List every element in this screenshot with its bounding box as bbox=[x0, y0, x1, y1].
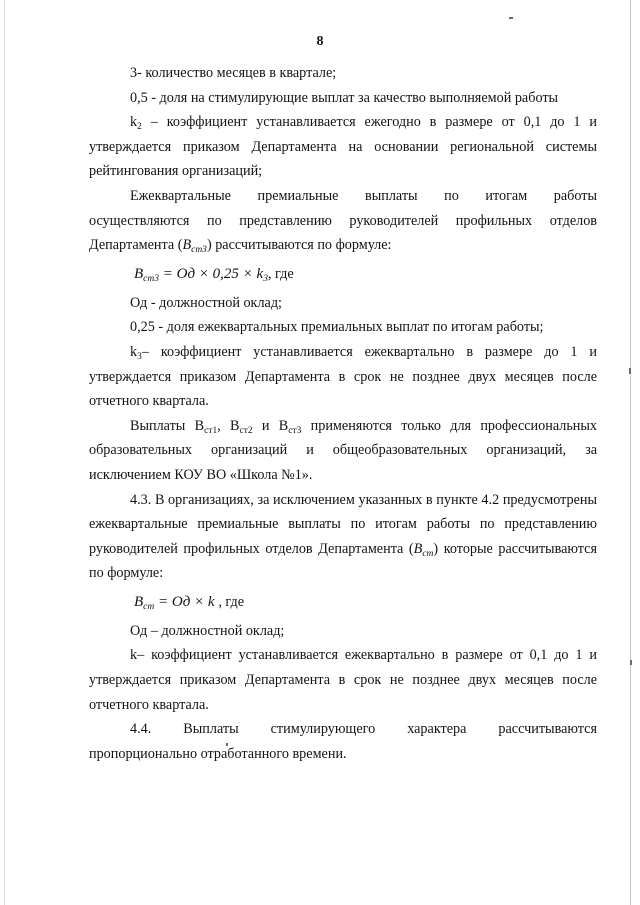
formula1-k-subscript: 3 bbox=[263, 273, 268, 284]
section-4-3-end: ) которые рассчитываются по формуле: bbox=[89, 540, 597, 582]
paragraph-quarterly-bonus bbox=[89, 209, 597, 258]
bst-subscript: ст bbox=[422, 548, 434, 559]
formula2-lhs: В bbox=[134, 593, 144, 610]
paragraph-months: 3- количество месяцев в квартале; bbox=[130, 65, 337, 81]
quarterly-bonus-text: осуществляются по представлению руководителей профильных отделов Департамента ( bbox=[89, 212, 597, 254]
paragraph-quality-share: 0,5 - доля на стимулирующие выплат за качество выполняемой работы bbox=[130, 89, 559, 106]
formula2-body: = Од × k bbox=[154, 593, 219, 610]
paragraph-salary-1: Од - должностной оклад; bbox=[130, 294, 282, 311]
payments-text-d: применяются только для профессиональных образовательных организаций и общеобразовательных организаций, за исключением КОУ ВО «Школа №1». bbox=[89, 417, 598, 483]
k2-description: – коэффициент устанавливается ежегодно в размере от 0,1 до 1 и утверждается приказом Департамента на основании региональной системы рейтингования организаций; bbox=[89, 114, 597, 180]
paragraph-k: k– коэффициент устанавливается ежеквартально в размере от 0,1 до 1 и утверждается приказом Департамента в срок не позднее двух месяцев после отчетного квартала. bbox=[89, 647, 597, 713]
payments-text-c: и В bbox=[252, 417, 289, 434]
formula2-lhs-subscript: ст bbox=[143, 601, 155, 612]
paragraph-salary-2: Од – должностной оклад; bbox=[130, 622, 285, 639]
paragraph-payments-applicability bbox=[89, 414, 597, 488]
formula-bst3 bbox=[134, 261, 597, 288]
formula2-tail: , где bbox=[218, 593, 245, 610]
scan-edge-right bbox=[630, 0, 631, 905]
paragraph-section-4-3 bbox=[89, 488, 597, 586]
paragraph-section-4-4-line2: пропорционально отработанного времени. bbox=[89, 745, 347, 762]
k3-symbol: k bbox=[130, 343, 138, 360]
paragraph-quarterly-bonus-line1: Ежеквартальные премиальные выплаты по итогам работы bbox=[130, 187, 597, 204]
scan-speck bbox=[629, 368, 631, 374]
scan-edge-left bbox=[4, 0, 5, 905]
quarterly-bonus-end: ) рассчитываются по формуле: bbox=[206, 237, 392, 254]
formula-bst bbox=[134, 589, 597, 616]
paragraph-quarterly-share: 0,25 - доля ежеквартальных премиальных выплат по итогам работы; bbox=[130, 319, 544, 336]
document-body bbox=[89, 61, 597, 766]
bst3-subscript: ст3 bbox=[191, 245, 207, 256]
section-4-3-text: 4.3. В организациях, за исключением указанных в пункте 4.2 предусмотрены ежеквартальные премиальные выплаты по итогам работы по представлению руководителей профильных отделов Департамента ( bbox=[89, 491, 597, 557]
payments-sub1: ст1 bbox=[204, 425, 218, 436]
formula1-body: = Од × 0,25 × k bbox=[159, 265, 264, 282]
k3-subscript: 3 bbox=[137, 351, 142, 362]
payments-text-a: Выплаты В bbox=[130, 417, 205, 434]
k2-subscript: 2 bbox=[137, 122, 142, 133]
paragraph-section-4-4-line1: 4.4. Выплаты стимулирующего характера рассчитываются bbox=[130, 721, 597, 738]
k2-symbol: k bbox=[130, 114, 138, 131]
page-number: 8 bbox=[316, 34, 324, 49]
formula1-lhs-subscript: ст3 bbox=[143, 273, 159, 284]
paragraph-k2 bbox=[89, 110, 597, 184]
payments-sub2: ст2 bbox=[239, 425, 253, 436]
formula1-tail: , где bbox=[267, 265, 294, 282]
payments-sub3: ст3 bbox=[288, 425, 302, 436]
formula1-lhs: В bbox=[134, 265, 144, 282]
payments-text-b: , В bbox=[217, 417, 240, 434]
k3-description: – коэффициент устанавливается ежеквартально в размере до 1 и утверждается приказом Департамента в срок не позднее двух месяцев после отчетного квартала. bbox=[89, 343, 597, 410]
scan-speck bbox=[509, 17, 513, 19]
bst3-variable: В bbox=[182, 237, 192, 254]
paragraph-k3 bbox=[89, 340, 597, 414]
bst-variable: В bbox=[413, 540, 423, 557]
scan-speck bbox=[630, 660, 632, 665]
